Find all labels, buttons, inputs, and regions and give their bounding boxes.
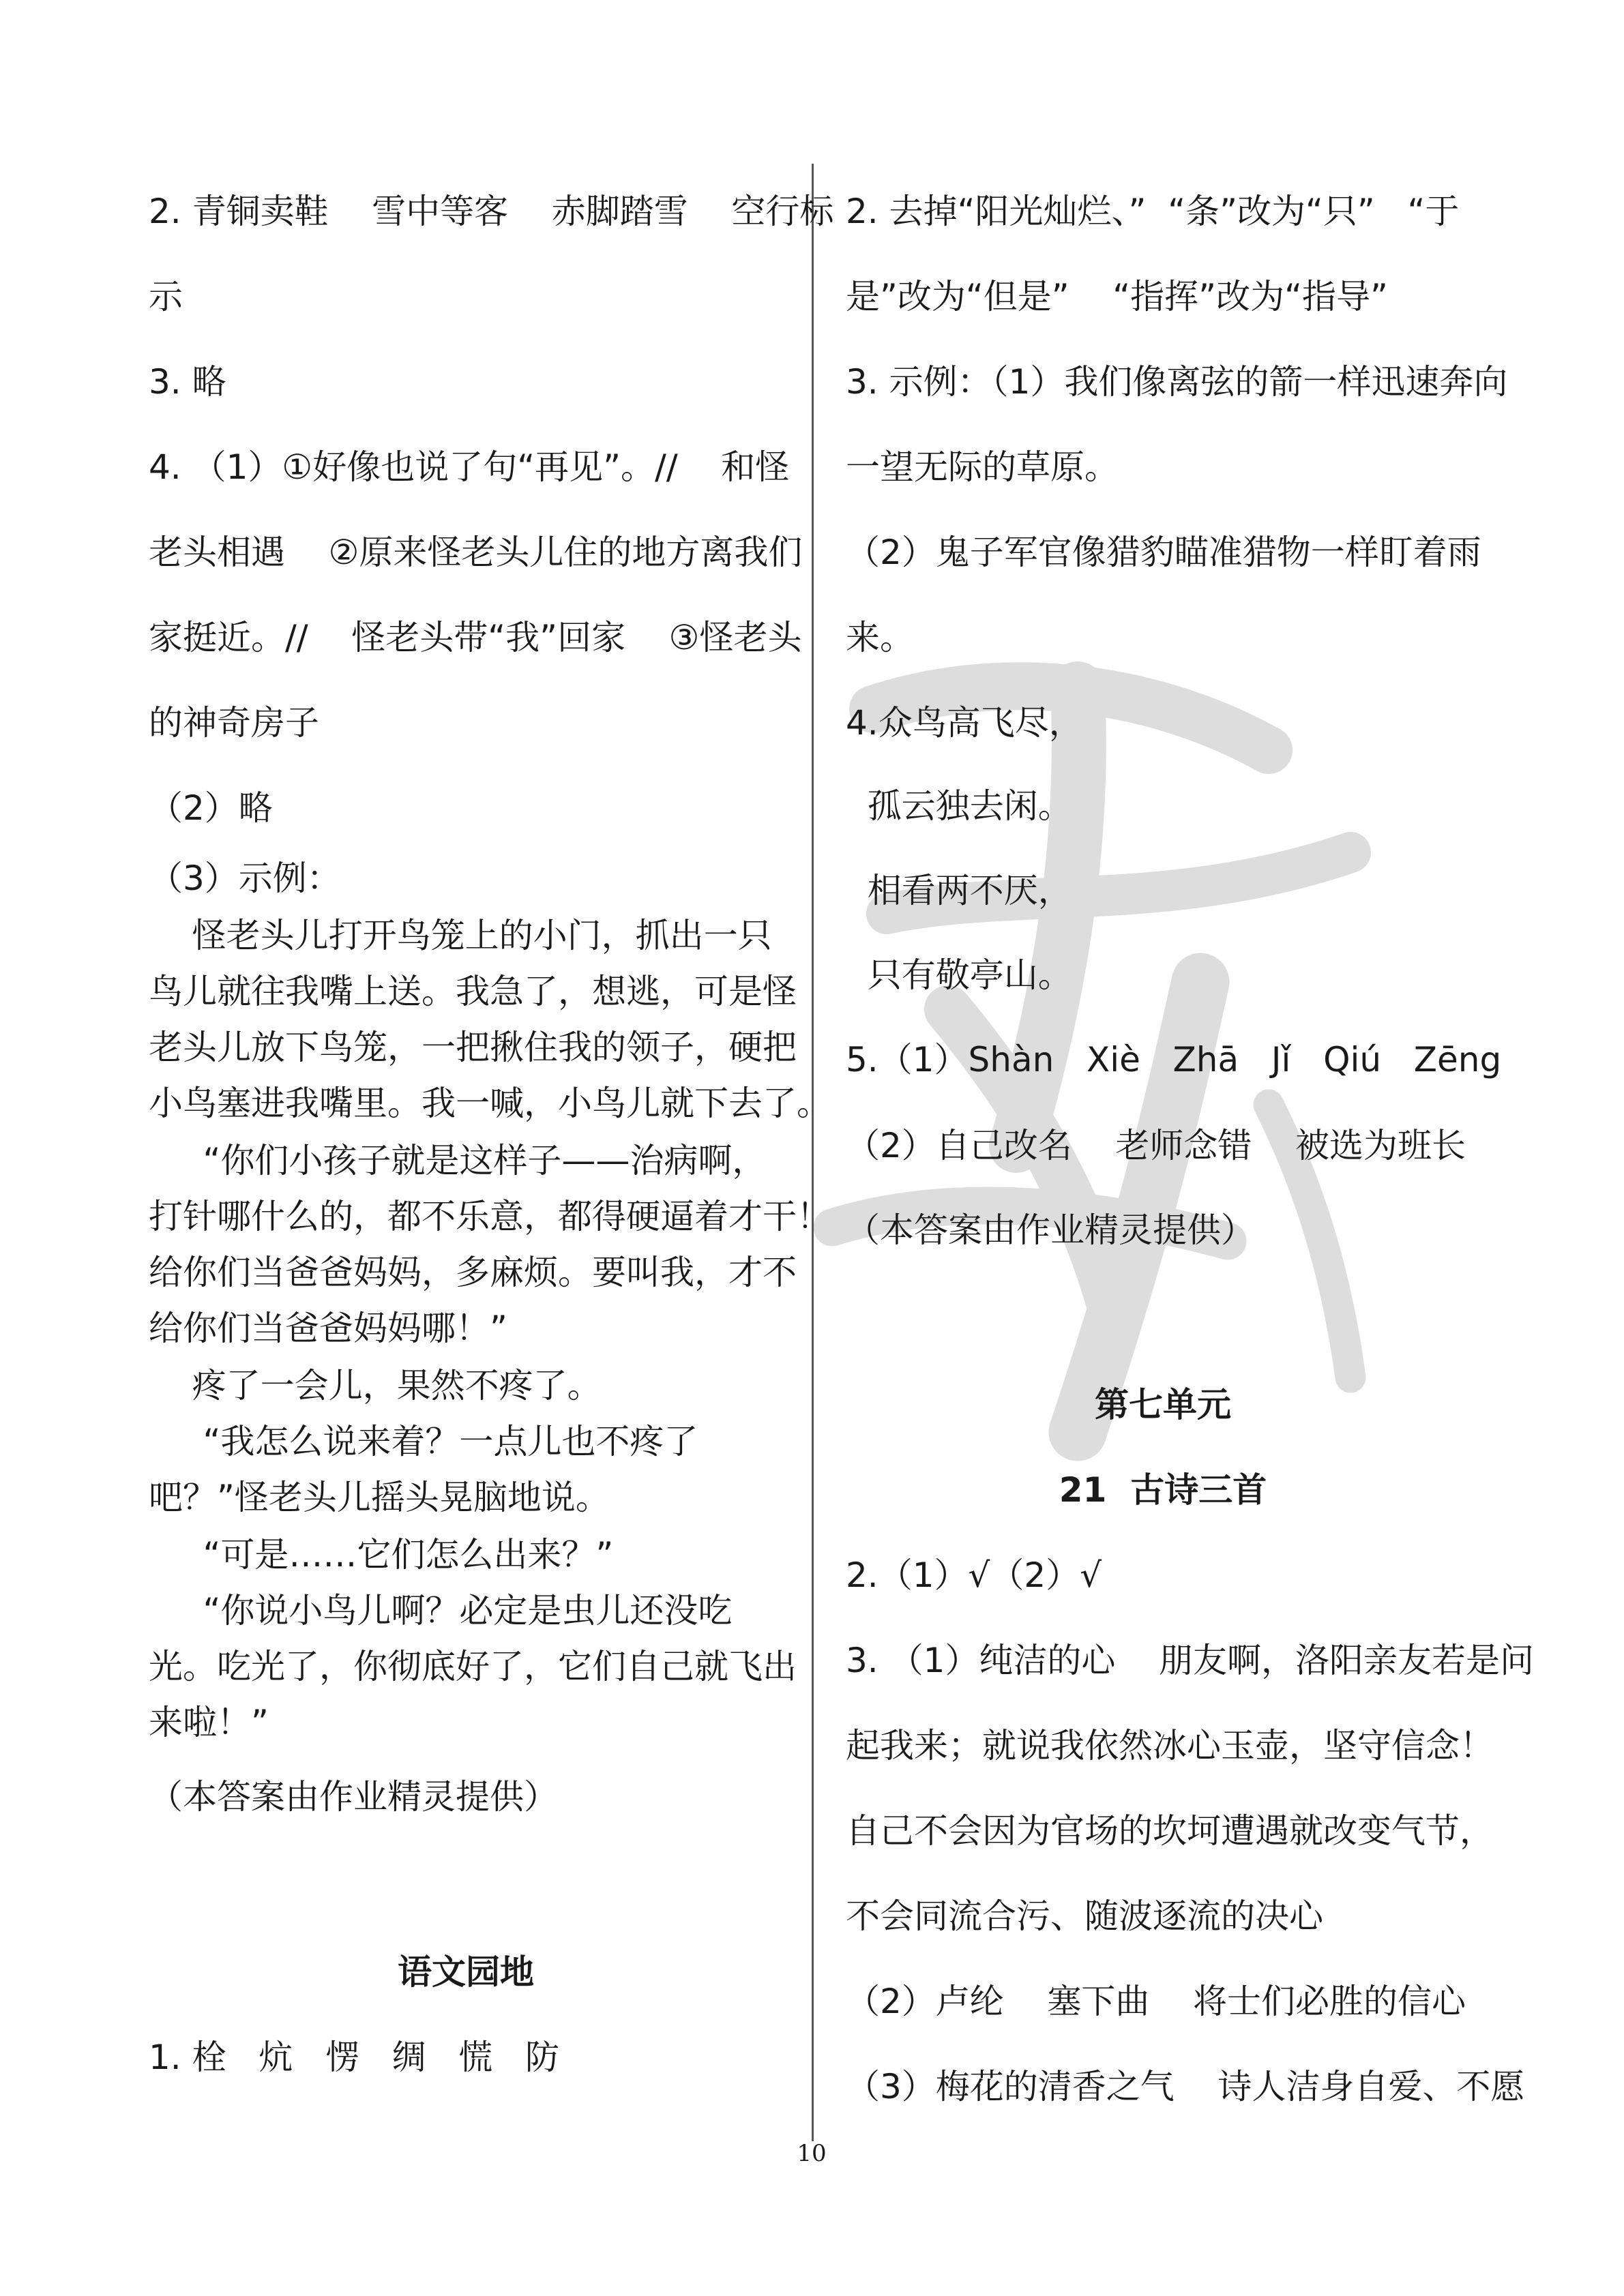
- lesson-heading: 21 古诗三首: [1059, 1470, 1267, 1510]
- text-line: 的神奇房子: [149, 703, 319, 743]
- text-line: 一望无际的草原。: [846, 447, 1119, 487]
- story-line: 吧？”怪老头儿摇头晃脑地说。: [149, 1478, 610, 1517]
- poem-line: 4.众鸟高飞尽，: [846, 703, 1083, 743]
- text-line: 示: [149, 277, 183, 316]
- poem-line: 相看两不厌，: [846, 871, 1072, 910]
- answer-subitem: （2）自己改名 老师念错 被选为班长: [846, 1126, 1466, 1165]
- story-line: 光。吃光了，你彻底好了，它们自己就飞出: [149, 1647, 797, 1686]
- text-line: 来。: [846, 618, 914, 657]
- answer-subitem: （2）鬼子军官像猎豹瞄准猎物一样盯着雨: [846, 533, 1481, 572]
- story-line: 来啦！”: [149, 1703, 269, 1742]
- story-line: 小鸟塞进我嘴里。我一喊，小鸟儿就下去了。: [149, 1084, 831, 1123]
- answer-item-4: 4. （1）①好像也说了句“再见”。// 和怪: [149, 447, 790, 487]
- answer-item-3: 3. 略: [149, 362, 226, 402]
- unit-heading: 第七单元: [1095, 1385, 1231, 1425]
- section-heading: 语文园地: [398, 1952, 534, 1992]
- story-line: 给你们当爸爸妈妈，多麻烦。要叫我，才不: [149, 1253, 797, 1292]
- answer-item-5: 5.（1）Shàn Xiè Zhā Jǐ Qiú Zēng: [846, 1040, 1502, 1079]
- answer-item-2: 2. 去掉“阳光灿烂、” “条”改为“只” “于: [846, 192, 1460, 231]
- source-note: （本答案由作业精灵提供）: [846, 1210, 1255, 1250]
- story-line: “可是……它们怎么出来？”: [149, 1535, 614, 1575]
- story-line: “你说小鸟儿啊？必定是虫儿还没吃: [149, 1591, 733, 1630]
- answer-item-3: 3. 示例：（1）我们像离弦的箭一样迅速奔向: [846, 362, 1508, 402]
- answer-item-1: 1. 栓 炕 愣 绸 慌 防: [149, 2038, 560, 2077]
- text-line: 不会同流合污、随波逐流的决心: [846, 1896, 1323, 1936]
- answer-item-3: 3. （1）纯洁的心 朋友啊，洛阳亲友若是问: [846, 1641, 1534, 1680]
- story-line: 打针哪什么的，都不乐意，都得硬逼着才干！: [149, 1197, 831, 1236]
- story-line: 老头儿放下鸟笼，一把揪住我的领子，硬把: [149, 1028, 797, 1067]
- answer-item-2: 2.（1）√（2）√: [846, 1555, 1102, 1595]
- text-line: 家挺近。// 怪老头带“我”回家 ③怪老头: [149, 618, 802, 657]
- story-line: “你们小孩子就是这样子——治病啊，: [149, 1141, 767, 1180]
- story-line: “我怎么说来着？一点儿也不疼了: [149, 1422, 698, 1461]
- poem-line: 只有敬亭山。: [846, 955, 1072, 995]
- text-line: 自己不会因为官场的坎坷遭遇就改变气节，: [846, 1811, 1494, 1851]
- source-note: （本答案由作业精灵提供）: [149, 1777, 558, 1817]
- column-divider: [812, 164, 814, 2141]
- page-number: 10: [797, 2140, 827, 2167]
- answer-subitem: （2）卢纶 塞下曲 将士们必胜的信心: [846, 1982, 1466, 2021]
- story-line: 给你们当爸爸妈妈哪！”: [149, 1309, 507, 1348]
- poem-line: 孤云独去闲。: [846, 786, 1072, 826]
- answer-subitem: （3）示例：: [149, 859, 341, 898]
- answer-item-2: 2. 青铜卖鞋 雪中等客 赤脚踏雪 空行标: [149, 192, 834, 231]
- answer-subitem: （3）梅花的清香之气 诗人洁身自爱、不愿: [846, 2067, 1525, 2106]
- story-line: 鸟儿就往我嘴上送。我急了，想逃，可是怪: [149, 972, 797, 1011]
- story-line: 怪老头儿打开鸟笼上的小门，抓出一只: [149, 916, 772, 955]
- text-line: 起我来；就说我依然冰心玉壶，坚守信念！: [846, 1726, 1494, 1765]
- text-line: 是”改为“但是” “指挥”改为“指导”: [846, 277, 1388, 316]
- answer-subitem: （2）略: [149, 788, 273, 828]
- text-line: 老头相遇 ②原来怪老头儿住的地方离我们: [149, 533, 803, 572]
- story-line: 疼了一会儿，果然不疼了。: [149, 1366, 602, 1405]
